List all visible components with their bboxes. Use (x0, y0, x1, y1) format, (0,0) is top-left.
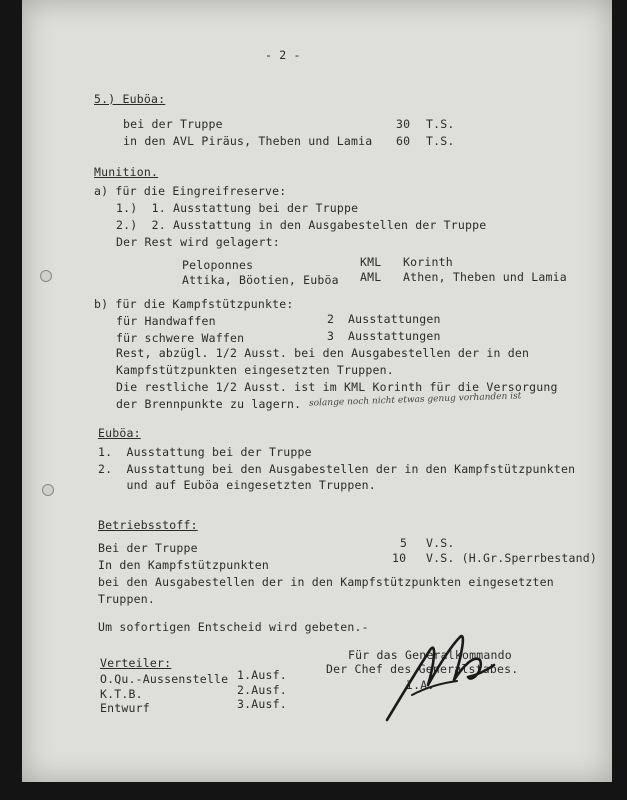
handwritten-signature (382, 625, 502, 725)
handwritten-annotation: solange noch nicht etwas genug vorhanden ist (308, 391, 522, 409)
munition-b-label: für Handwaffen (116, 314, 216, 328)
distribution-name: K.T.B. (100, 687, 143, 701)
storage-depot: AML (360, 270, 382, 284)
fuel-row-unit: V.S. (H.Gr.Sperrbestand) (426, 551, 597, 565)
munition-b-unit: Ausstattungen (348, 312, 441, 326)
euboea-row-qty: 60 (396, 134, 411, 148)
fuel-row-unit: V.S. (426, 536, 455, 550)
euboea-row-unit: T.S. (426, 134, 455, 148)
euboea-row-label: in den AVL Piräus, Theben und Lamia (123, 134, 373, 148)
munition-a-item: 1.) 1. Ausstattung bei der Truppe (116, 201, 359, 215)
fuel-row-qty: 5 (400, 536, 408, 550)
distribution-heading: Verteiler: (100, 656, 172, 670)
munition-b-unit: Ausstattungen (348, 329, 441, 343)
munition-b-qty: 2 (327, 312, 335, 326)
storage-region: Attika, Böotien, Euböa (182, 273, 339, 287)
munition-a-intro: a) für die Eingreifreserve: (94, 184, 287, 198)
request-line: Um sofortigen Entscheid wird gebeten.- (98, 620, 369, 634)
munition-b-text: Die restliche 1/2 Ausst. ist im KML Korinth für die Versorgung (116, 380, 558, 394)
page-number: - 2 - (265, 48, 301, 62)
signature-line-2: Der Chef des Generalstabes. (326, 662, 519, 676)
section-heading-euboea-munition: Euböa: (98, 426, 141, 440)
euboea-row-label: bei der Truppe (123, 117, 223, 131)
euboea-munition-item: 1. Ausstattung bei der Truppe (98, 445, 312, 459)
munition-b-label: für schwere Waffen (116, 331, 245, 345)
punch-hole-upper (40, 270, 52, 282)
distribution-copy: 3.Ausf. (237, 697, 287, 711)
munition-a-rest: Der Rest wird gelagert: (116, 235, 280, 249)
distribution-name: Entwurf (100, 701, 150, 715)
munition-b-intro: b) für die Kampfstützpunkte: (94, 297, 294, 311)
storage-place: Korinth (403, 255, 453, 269)
fuel-text: bei den Ausgabestellen der in den Kampfstützpunkten eingesetzten (98, 575, 554, 589)
fuel-row-label: In den Kampfstützpunkten (98, 558, 269, 572)
signature-line-3: I.A. (406, 678, 435, 692)
storage-place: Athen, Theben und Lamia (403, 270, 567, 284)
section-heading-euboea: 5.) Euböa: (94, 92, 166, 106)
euboea-row-qty: 30 (396, 117, 411, 131)
punch-hole-lower (42, 484, 54, 496)
munition-b-text: der Brennpunkte zu lagern. (116, 397, 302, 411)
munition-b-qty: 3 (327, 329, 335, 343)
section-heading-munition: Munition. (94, 165, 159, 179)
euboea-row-unit: T.S. (426, 117, 455, 131)
document-page (22, 0, 612, 782)
storage-region: Peloponnes (182, 258, 254, 272)
munition-a-item: 2.) 2. Ausstattung in den Ausgabestellen der Truppe (116, 218, 487, 232)
distribution-name: O.Qu.-Aussenstelle (100, 672, 229, 686)
munition-b-text: Rest, abzügl. 1/2 Ausst. bei den Ausgabestellen der in den (116, 346, 530, 360)
fuel-row-label: Bei der Truppe (98, 541, 198, 555)
fuel-row-qty: 10 (392, 551, 407, 565)
fuel-text: Truppen. (98, 592, 155, 606)
section-heading-fuel: Betriebsstoff: (98, 518, 198, 532)
distribution-copy: 2.Ausf. (237, 683, 287, 697)
munition-b-text: Kampfstützpunkten eingesetzten Truppen. (116, 363, 394, 377)
distribution-copy: 1.Ausf. (237, 668, 287, 682)
euboea-munition-item: 2. Ausstattung bei den Ausgabestellen der in den Kampfstützpunkten (98, 462, 576, 476)
euboea-munition-item: und auf Euböa eingesetzten Truppen. (98, 478, 376, 492)
storage-depot: KML (360, 255, 382, 269)
signature-line-1: Für das Generalkommando (348, 648, 512, 662)
